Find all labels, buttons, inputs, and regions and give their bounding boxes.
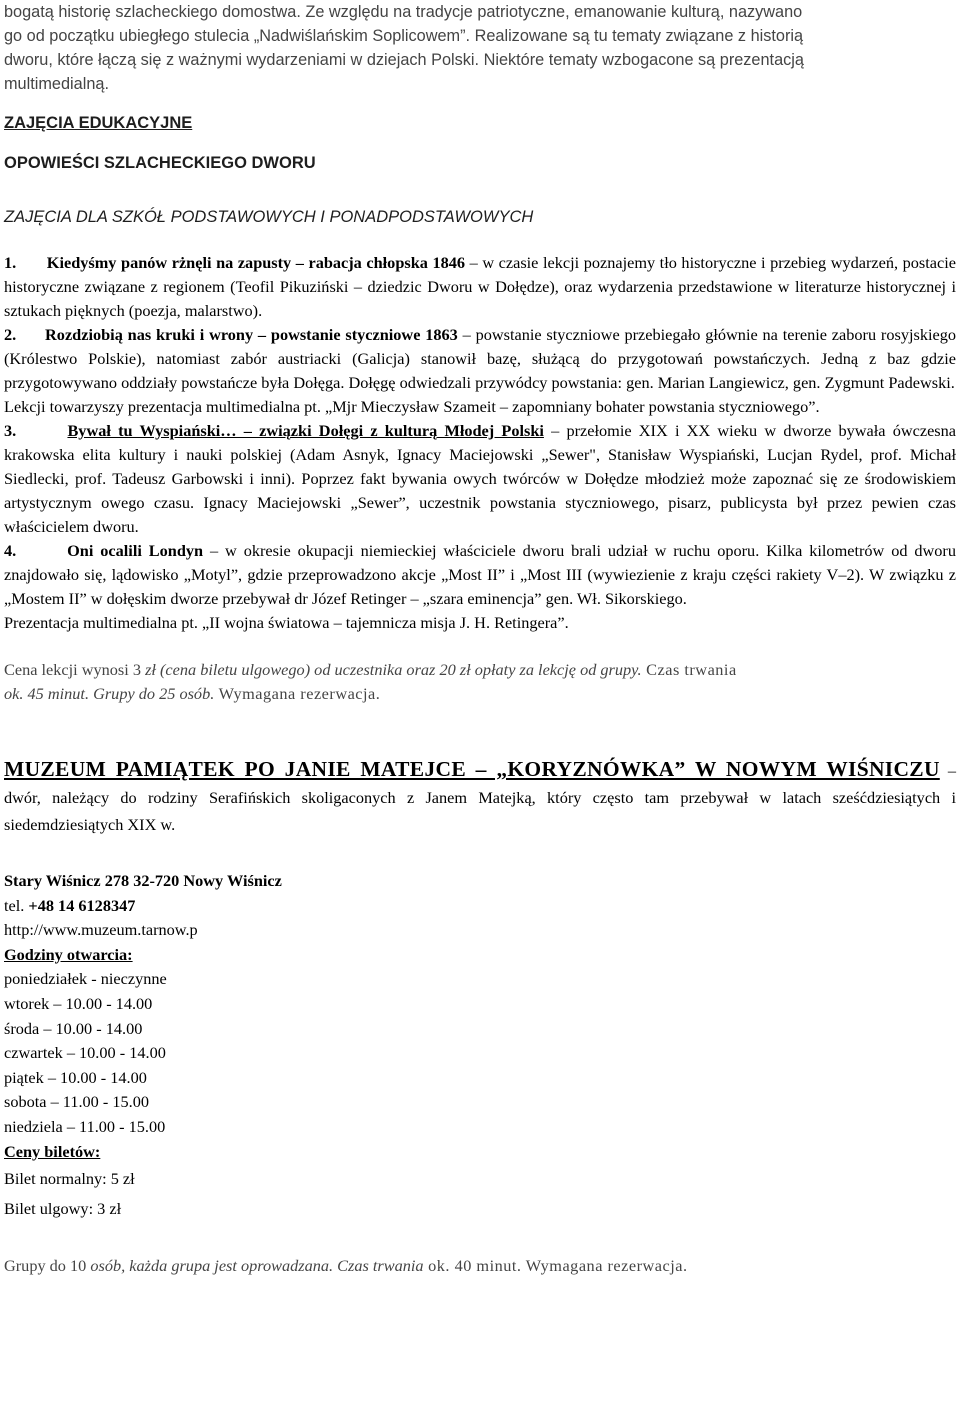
- museum-title: MUZEUM PAMIĄTEK PO JANIE MATEJCE – „KORYZNÓWKA” W NOWYM WIŚNICZU: [4, 757, 940, 781]
- address: Stary Wiśnicz 278 32-720 Nowy Wiśnicz: [4, 871, 282, 890]
- phone-label: tel.: [4, 895, 29, 915]
- museum-section: [4, 756, 956, 838]
- lesson-title: Bywał tu Wyspiański… – związki Dołęgi z kulturą Młodej Polski: [67, 421, 544, 440]
- lesson-item: [4, 419, 956, 539]
- contact-block: [4, 869, 956, 1224]
- hours-row: środa – 10.00 - 14.00: [4, 1018, 143, 1038]
- footer-tail: ok. 40 minut. Wymagana rezerwacja.: [423, 1256, 688, 1276]
- lesson-title: Kiedyśmy panów rżnęli na zapusty – rabacja chłopska 1846: [46, 253, 466, 272]
- price-note-duration-value: ok. 45 minut. Grupy do 25 osób.: [4, 684, 215, 703]
- lesson-number: 2.: [4, 325, 17, 344]
- phone-number[interactable]: +48 14 6128347: [28, 895, 136, 915]
- intro-line: bogatą historię szlacheckiego domostwa. Ze względu na tradycje patriotyczne, emanowanie kulturą, nazywano: [4, 3, 803, 21]
- lesson-body: – w okresie okupacji niemieckiej właściciele dworu brali udział w ruchu oporu. Kilka kilometrów od dworu znajdowało się, lądowisko „Motyl”, gdzie przeprowadzono akcje „Most II” i „Most III (wywiezienie z kraju części rakiety V–2). W związku z „Mostem II” w dołęskim dworze przebywał dr Józef Retinger – „szara eminencja” gen. Wł. Sikorskiego.: [4, 541, 956, 608]
- museum-description: – dwór, należący do rodziny Serafińskich skoligaconych z Janem Matejką, który często tam przebywał w latach sześćdziesiątych i siedemdziesiątych XIX w.: [4, 761, 956, 834]
- document-page: [4, 0, 956, 1278]
- website-link[interactable]: http://www.muzeum.tarnow.p: [4, 920, 198, 940]
- lesson-number: 3.: [4, 421, 17, 440]
- lesson-title: Oni ocalili Londyn: [67, 541, 204, 560]
- lesson-item: [4, 323, 956, 395]
- lesson-number: 1.: [4, 253, 17, 272]
- phone-line: [4, 894, 956, 919]
- intro-line: go od początku ubiegłego stulecia „Nadwiślańskim Soplicowem”. Realizowane są tu tematy związane z historią: [4, 27, 804, 45]
- museum-paragraph: [4, 756, 956, 838]
- hours-row: niedziela – 11.00 - 15.00: [4, 1116, 166, 1136]
- price-note-italic: zł (cena biletu ulgowego) od uczestnika oraz 20 zł opłaty za lekcję od grupy.: [145, 660, 642, 679]
- intro-paragraph: [4, 0, 956, 96]
- lesson-item: [4, 251, 956, 323]
- price-note-tail: Wymagana rezerwacja.: [214, 684, 381, 703]
- footer-italic: osób, każda grupa jest oprowadzana. Czas trwania: [90, 1256, 424, 1276]
- lesson-body: – w czasie lekcji poznajemy tło historyczne i przebieg wydarzeń, postacie historyczne związane z regionem (Teofil Pikuziński – dziedzic Dworu w Dołędze), oraz wydarzenia przedstawione w literaturze historycznej i sztukach pięknych (poezja, malarstwo).: [4, 253, 956, 320]
- price-note: [4, 658, 956, 706]
- lesson-extra: Prezentacja multimedialna pt. „II wojna światowa – tajemnicza misja J. H. Retingera”.: [4, 613, 569, 632]
- ticket-price: Bilet ulgowy: 3 zł: [4, 1199, 122, 1219]
- intro-line: multimedialną.: [4, 75, 109, 93]
- heading-tales: OPOWIEŚCI SZLACHECKIEGO DWORU: [4, 154, 316, 172]
- lesson-extra: Lekcji towarzyszy prezentacja multimedialna pt. „Mjr Mieczysław Szameit – zapomniany bohater powstania styczniowego”.: [4, 397, 820, 416]
- hours-row: piątek – 10.00 - 14.00: [4, 1067, 147, 1087]
- lesson-title: Rozdziobią nas kruki i wrony – powstanie styczniowe 1863: [45, 325, 458, 344]
- ticket-price: Bilet normalny: 5 zł: [4, 1169, 135, 1189]
- price-note-duration: Czas trwania: [641, 660, 737, 679]
- hours-heading: Godziny otwarcia:: [4, 944, 133, 964]
- prices-heading: Ceny biletów:: [4, 1141, 101, 1161]
- intro-line: dworu, które łączą się z ważnymi wydarzeniami w dziejach Polski. Niektóre tematy wzbogacone są prezentacją: [4, 51, 804, 69]
- lesson-number: 4.: [4, 541, 17, 560]
- hours-row: wtorek – 10.00 - 14.00: [4, 993, 153, 1013]
- lesson-body: – przełomie XIX i XX wieku w dworze bywała ówczesna krakowska elita kultury i nauki polskiej (Adam Asnyk, Ignacy Maciejowski „Sewer", Stanisław Wyspiański, Lucjan Rydel, prof. Michał Siedlecki, prof. Tadeusz Garbowski i inni). Poprzez fakt bywania owych twórców w Dołędze młodzież może zapoznać się ze środowiskiem artystycznym owego czasu. Ignacy Maciejowski „Sewer”, uczestnik powstania styczniowego, pisarz, publicysta był przez pewien czas właścicielem dworu.: [4, 421, 957, 536]
- lesson-list: [4, 251, 956, 635]
- footer-note: [4, 1254, 956, 1278]
- lesson-body: – powstanie styczniowe przebiegało głównie na terenie zaboru rosyjskiego (Królestwo Polskie), natomiast zabór austriacki (Galicja) stanowił bazę, służącą do przygotowań powstańczych. Jedną z baz gdzie przygotowywano oddziały powstańcze była Dołęga. Dołęgę odwiedzali przywódcy powstania: gen. Marian Langiewicz, gen. Zygmunt Padewski.: [4, 325, 956, 392]
- hours-row: czwartek – 10.00 - 14.00: [4, 1043, 166, 1063]
- hours-row: sobota – 11.00 - 15.00: [4, 1092, 150, 1112]
- hours-row: poniedziałek - nieczynne: [4, 969, 167, 989]
- heading-education: ZAJĘCIA EDUKACYJNE: [4, 114, 193, 132]
- footer-lead: Grupy do 10: [4, 1256, 91, 1276]
- lesson-item: [4, 539, 956, 611]
- heading-schools: ZAJĘCIA DLA SZKÓŁ PODSTAWOWYCH I PONADPODSTAWOWYCH: [4, 208, 534, 226]
- price-note-lead: Cena lekcji wynosi 3: [4, 660, 146, 679]
